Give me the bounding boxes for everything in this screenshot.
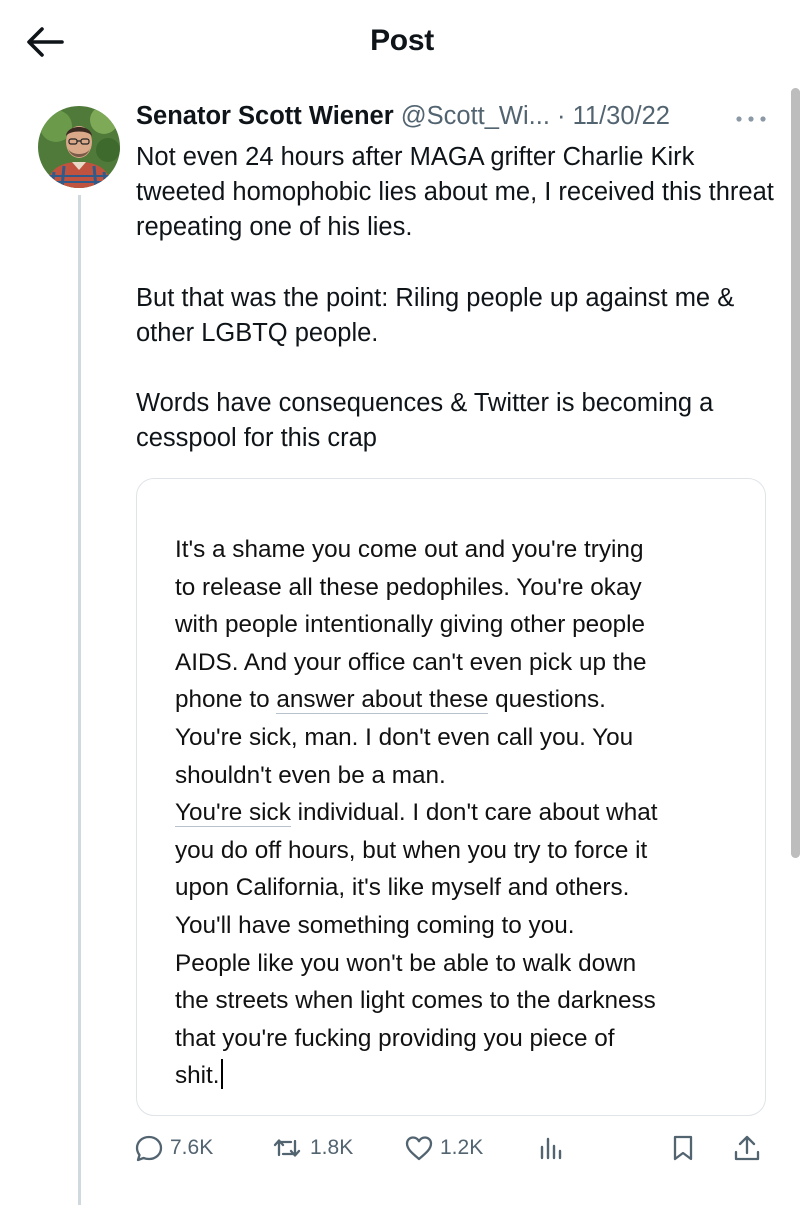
like-count: 1.2K xyxy=(440,1136,484,1159)
share-upload-icon xyxy=(732,1133,762,1163)
image-text xyxy=(175,531,755,1095)
top-bar xyxy=(0,0,804,88)
text-cursor xyxy=(221,1059,223,1089)
image-line: People like you won't be able to walk down xyxy=(175,949,637,977)
repost-button[interactable] xyxy=(270,1125,353,1171)
page-title: Post xyxy=(370,24,434,57)
image-line-part: shit. xyxy=(175,1062,220,1090)
scrollbar[interactable] xyxy=(791,88,800,858)
post-paragraph: Words have consequences & Twitter is becoming a cesspool for this crap xyxy=(136,389,714,453)
underlined-phrase: answer about these xyxy=(276,686,489,714)
image-line-part: phone to xyxy=(175,686,277,714)
action-bar xyxy=(0,1125,804,1175)
image-line: You're sick, man. I don't even call you. You xyxy=(175,723,634,751)
avatar[interactable] xyxy=(38,106,120,188)
share-button[interactable] xyxy=(732,1125,762,1171)
more-horizontal-icon xyxy=(734,108,768,130)
like-button[interactable] xyxy=(404,1125,483,1171)
meta-separator: · xyxy=(557,102,566,130)
underlined-phrase: You're sick xyxy=(175,799,291,827)
image-line: It's a shame you come out and you're trying xyxy=(175,536,644,563)
speech-bubble-icon xyxy=(134,1133,164,1163)
author-name[interactable]: Senator Scott Wiener xyxy=(136,102,394,130)
bar-chart-icon xyxy=(536,1133,566,1163)
repost-arrows-icon xyxy=(270,1133,304,1163)
avatar-photo xyxy=(38,106,120,188)
image-line-part: individual. I don't care about what xyxy=(290,799,658,827)
post-date[interactable]: 11/30/22 xyxy=(572,102,670,130)
image-line: the streets when light comes to the darkness xyxy=(175,987,656,1015)
image-line: with people intentionally giving other people xyxy=(175,611,646,639)
image-line xyxy=(175,794,755,832)
post-meta xyxy=(136,102,670,138)
author-handle[interactable]: @Scott_Wi... xyxy=(400,102,550,130)
thread-line xyxy=(78,195,81,1205)
image-line: You'll have something coming to you. xyxy=(175,911,575,939)
image-line: upon California, it's like myself and others. xyxy=(175,874,630,902)
image-line xyxy=(175,1057,755,1095)
image-line: you do off hours, but when you try to force it xyxy=(175,836,648,864)
bookmark-icon xyxy=(668,1133,698,1163)
scrollbar-thumb[interactable] xyxy=(791,88,800,858)
post-body xyxy=(136,140,776,456)
image-line: shouldn't even be a man. xyxy=(175,761,446,789)
repost-count: 1.8K xyxy=(310,1136,354,1159)
post-paragraph: Not even 24 hours after MAGA grifter Charlie Kirk tweeted homophobic lies about me, I received this threat repeating one of his lies. xyxy=(136,143,774,242)
image-line-part: questions. xyxy=(488,686,606,714)
image-line: AIDS. And your office can't even pick up the xyxy=(175,648,647,676)
reply-count: 7.6K xyxy=(170,1136,214,1159)
image-line xyxy=(175,681,755,719)
image-line: to release all these pedophiles. You're okay xyxy=(175,573,642,601)
reply-button[interactable] xyxy=(134,1125,213,1171)
attached-image[interactable] xyxy=(136,478,766,1116)
views-button[interactable] xyxy=(536,1125,566,1171)
post-paragraph: But that was the point: Riling people up against me & other LGBTQ people. xyxy=(136,283,735,347)
image-line: that you're fucking providing you piece of xyxy=(175,1024,615,1052)
heart-icon xyxy=(404,1133,434,1163)
more-options-button[interactable] xyxy=(734,108,768,130)
bookmark-button[interactable] xyxy=(668,1125,698,1171)
